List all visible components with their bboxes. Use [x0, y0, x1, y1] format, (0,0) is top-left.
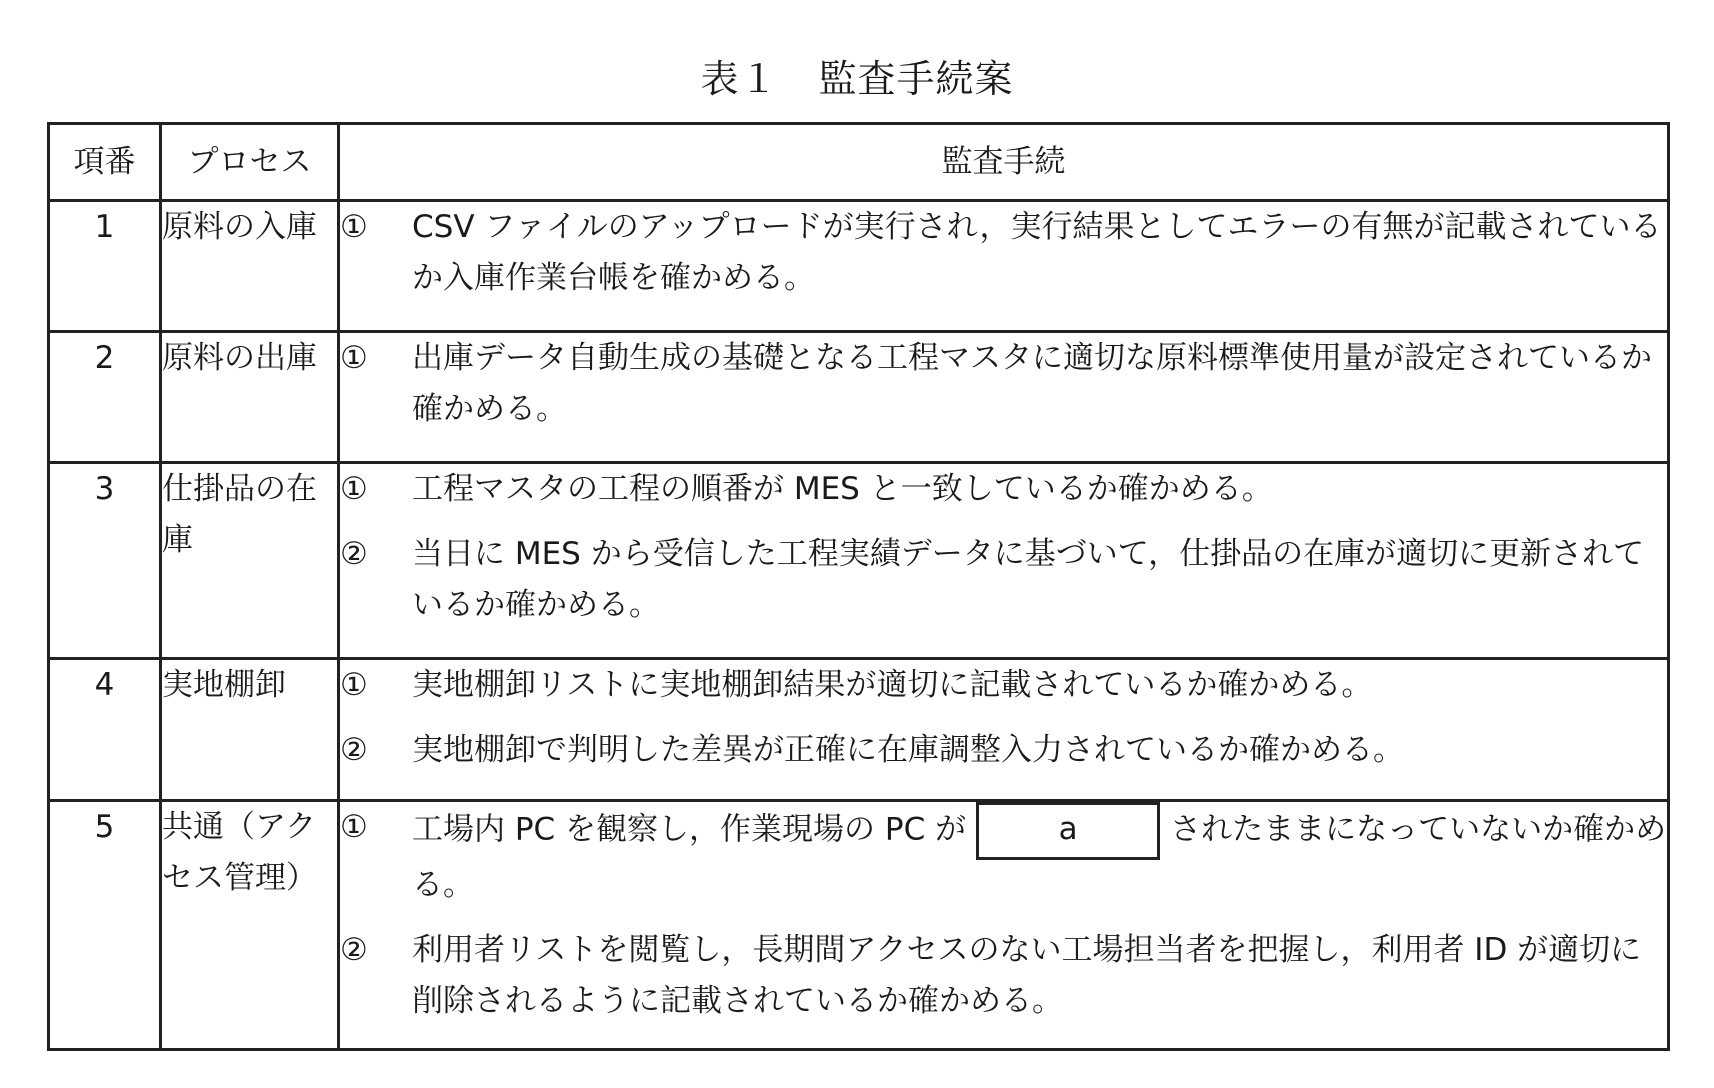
procedure-step — [340, 925, 1667, 1027]
row-number: 4 — [49, 659, 161, 801]
row-number: 5 — [49, 801, 161, 1050]
header-process: プロセス — [161, 124, 339, 201]
table-row — [49, 801, 1669, 1050]
procedure-cell — [339, 201, 1669, 332]
table-row — [49, 201, 1669, 332]
header-no: 項番 — [49, 124, 161, 201]
step-text: CSV ファイルのアップロードが実行され，実行結果としてエラーの有無が記載されているか入庫作業台帳を確かめる。 — [412, 209, 1662, 296]
process-name: 共通（アクセス管理） — [161, 801, 339, 1050]
header-procedure: 監査手続 — [339, 124, 1669, 201]
procedure-step — [340, 660, 1667, 711]
step-text-after-blank: されたままになっていないか確かめる。 — [412, 811, 1667, 903]
step-number: ① — [340, 209, 368, 245]
step-text: 利用者リストを閲覧し，長期間アクセスのない工場担当者を把握し，利用者 ID が適切に削除されるように記載されているか確かめる。 — [412, 932, 1642, 1019]
fill-in-blank-box: a — [976, 802, 1160, 860]
row-number: 1 — [49, 201, 161, 332]
procedure-cell — [339, 659, 1669, 801]
procedure-cell — [339, 332, 1669, 463]
step-number: ① — [340, 340, 368, 376]
procedure-step — [340, 202, 1667, 304]
procedure-step — [340, 333, 1667, 435]
procedure-cell — [339, 801, 1669, 1050]
row-number: 2 — [49, 332, 161, 463]
step-number: ② — [340, 536, 368, 572]
procedure-step — [340, 529, 1667, 631]
procedure-cell — [339, 463, 1669, 659]
audit-procedure-table — [47, 122, 1670, 1051]
table-row — [49, 463, 1669, 659]
step-text: 実地棚卸で判明した差異が正確に在庫調整入力されているか確かめる。 — [412, 732, 1404, 768]
table-caption — [0, 48, 1714, 103]
step-number: ① — [340, 667, 368, 703]
process-name: 実地棚卸 — [161, 659, 339, 801]
step-text: 実地棚卸リストに実地棚卸結果が適切に記載されているか確かめる。 — [412, 667, 1373, 703]
step-text-before-blank: 工場内 PC を観察し，作業現場の PC が — [412, 811, 967, 848]
step-number: ② — [340, 732, 368, 768]
row-number: 3 — [49, 463, 161, 659]
step-number: ① — [340, 809, 368, 845]
step-text: 当日に MES から受信した工程実績データに基づいて，仕掛品の在庫が適切に更新されているか確かめる。 — [412, 536, 1645, 623]
step-text: 工程マスタの工程の順番が MES と一致しているか確かめる。 — [412, 471, 1273, 507]
process-name: 原料の出庫 — [161, 332, 339, 463]
step-text-with-blank — [412, 802, 1667, 911]
procedure-step — [340, 802, 1667, 911]
table-row — [49, 659, 1669, 801]
caption-title: 監査手続案 — [818, 57, 1014, 101]
procedure-step — [340, 464, 1667, 515]
procedure-step — [340, 725, 1667, 776]
process-name: 仕掛品の在庫 — [161, 463, 339, 659]
caption-label: 表１ — [700, 57, 779, 101]
header-row — [49, 124, 1669, 201]
step-text: 出庫データ自動生成の基礎となる工程マスタに適切な原料標準使用量が設定されているか確かめる。 — [412, 340, 1652, 427]
step-number: ② — [340, 932, 368, 968]
table-row — [49, 332, 1669, 463]
process-name: 原料の入庫 — [161, 201, 339, 332]
step-number: ① — [340, 471, 368, 507]
